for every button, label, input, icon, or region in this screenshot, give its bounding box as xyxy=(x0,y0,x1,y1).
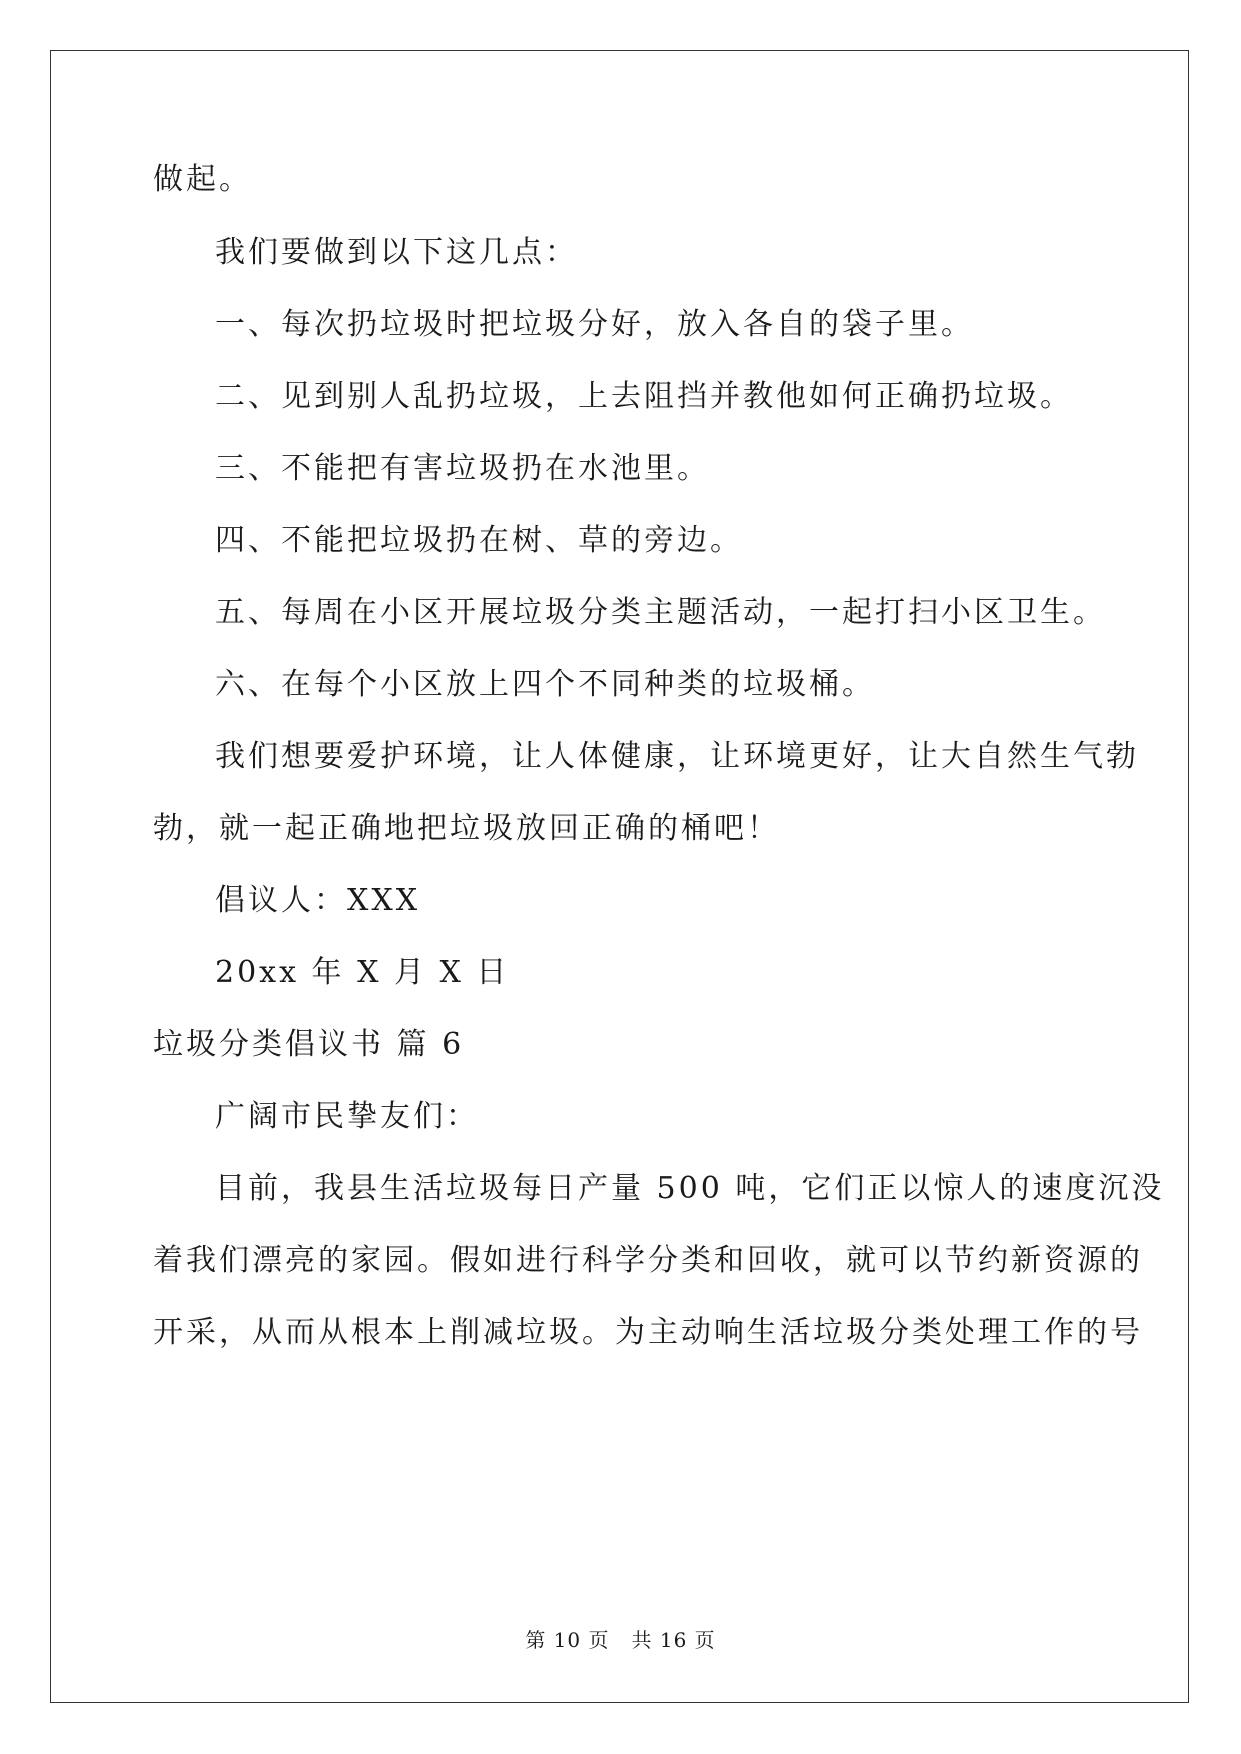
text-line: 开采，从而从根本上削减垃圾。为主动响生活垃圾分类处理工作的号 xyxy=(153,1315,1143,1350)
section-heading: 垃圾分类倡议书 篇 6 xyxy=(153,1027,465,1062)
text-line: 着我们漂亮的家园。假如进行科学分类和回收，就可以节约新资源的 xyxy=(153,1243,1143,1278)
date-line: 20xx 年 X 月 X 日 xyxy=(215,955,510,990)
list-item: 六、在每个小区放上四个不同种类的垃圾桶。 xyxy=(215,667,875,702)
page-number: 第 10 页 xyxy=(525,1628,610,1652)
list-item: 四、不能把垃圾扔在树、草的旁边。 xyxy=(215,523,743,558)
text-line: 我们要做到以下这几点： xyxy=(215,235,578,270)
text-line: 我们想要爱护环境，让人体健康，让环境更好，让大自然生气勃 xyxy=(215,739,1139,774)
list-item: 一、每次扔垃圾时把垃圾分好，放入各自的袋子里。 xyxy=(215,307,974,342)
list-item: 二、见到别人乱扔垃圾，上去阻挡并教他如何正确扔垃圾。 xyxy=(215,379,1073,414)
text-line: 做起。 xyxy=(153,162,252,197)
text-line: 勃，就一起正确地把垃圾放回正确的桶吧！ xyxy=(153,811,780,846)
page-border xyxy=(50,50,1189,1703)
page-footer xyxy=(0,1628,1241,1652)
list-item: 三、不能把有害垃圾扔在水池里。 xyxy=(215,451,710,486)
signature-line: 倡议人：XXX xyxy=(215,883,421,918)
page-total: 共 16 页 xyxy=(631,1628,716,1652)
text-line: 目前，我县生活垃圾每日产量 500 吨，它们正以惊人的速度沉没 xyxy=(215,1171,1165,1206)
list-item: 五、每周在小区开展垃圾分类主题活动，一起打扫小区卫生。 xyxy=(215,595,1106,630)
salutation: 广阔市民挚友们： xyxy=(215,1099,479,1134)
